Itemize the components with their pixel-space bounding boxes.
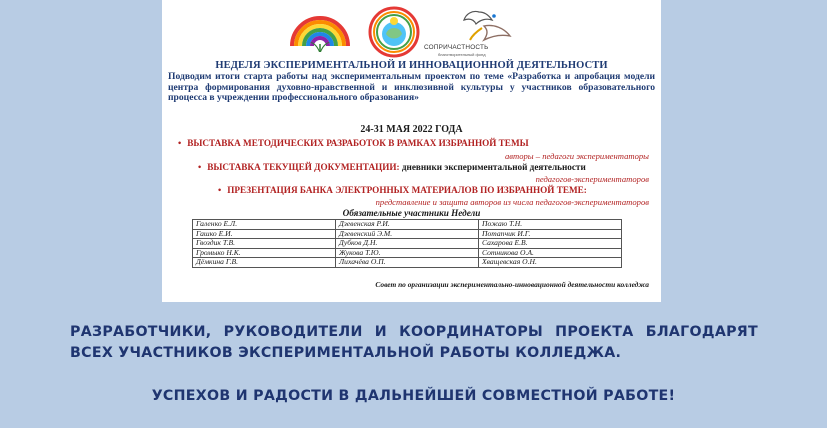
partner-subtitle: благотворительный фонд — [438, 52, 486, 57]
participant-name: Дёмкина Г.В. — [193, 258, 336, 268]
participants-title: Обязательные участники Недели — [342, 208, 481, 218]
participant-name: Пожаю Т.Н. — [479, 220, 622, 230]
table-row — [193, 248, 622, 258]
event-subtitle: авторы – педагоги экспериментаторы — [504, 151, 649, 161]
participant-name: Дубков Д.Н. — [336, 239, 479, 249]
participants-table — [192, 219, 622, 268]
bullet-icon: • — [218, 185, 222, 195]
participant-name: Сахарова Е.В. — [479, 239, 622, 249]
participant-name: Жукова Т.Ю. — [336, 248, 479, 258]
event-title-rest: дневники экспериментальной деятельности — [399, 162, 586, 172]
event-title: ВЫСТАВКА МЕТОДИЧЕСКИХ РАЗРАБОТОК В РАМКАХ ИЗБРАННОЙ ТЕМЫ — [187, 138, 529, 148]
participant-name: Гвоздик Т.В. — [193, 239, 336, 249]
college-emblem-icon — [368, 6, 420, 58]
event-date: 24-31 МАЯ 2022 ГОДА — [360, 124, 463, 135]
wish-message: УСПЕХОВ И РАДОСТИ В ДАЛЬНЕЙШЕЙ СОВМЕСТНОЙ РАБОТЕ! — [151, 388, 676, 404]
table-row — [193, 239, 622, 249]
poster-title: НЕДЕЛЯ ЭКСПЕРИМЕНТАЛЬНОЙ И ИННОВАЦИОННОЙ ДЕЯТЕЛЬНОСТИ — [215, 60, 608, 71]
participant-name: Сотникова О.А. — [479, 248, 622, 258]
table-row — [193, 229, 622, 239]
participant-name: Громыко Н.К. — [193, 248, 336, 258]
event-subtitle: представление и защита авторов из числа педагогов-экспериментаторов — [375, 197, 649, 207]
council-signature: Совет по организации экспериментально-инновационной деятельности колледжа — [375, 280, 649, 289]
table-row — [193, 258, 622, 268]
participant-name: Лихачёва О.П. — [336, 258, 479, 268]
intro-text: Подводим итоги старта работы над экспериментальным проектом по теме «Разработка и апробация модели центра формирования духовно-нравственной и инклюзивной культуры у участников образовательного процесса в учреждении профессионального образования» — [168, 71, 655, 104]
participant-name: Дзевенский Э.М. — [336, 229, 479, 239]
event-title: ВЫСТАВКА ТЕКУЩЕЙ ДОКУМЕНТАЦИИ: — [207, 162, 400, 172]
participant-name: Потапчик И.Г. — [479, 229, 622, 239]
partner-name: СОПРИЧАСТНОСТЬ — [424, 44, 489, 51]
partner-logo — [424, 6, 534, 58]
event-item — [178, 138, 529, 148]
dove-hands-icon — [424, 6, 534, 44]
event-poster — [162, 0, 661, 302]
event-subtitle: педагогов-экспериментаторов — [535, 174, 649, 184]
rainbow-logo-icon — [288, 6, 352, 56]
table-row — [193, 220, 622, 230]
bullet-icon: • — [178, 138, 182, 148]
participant-name: Галенко Е.Л. — [193, 220, 336, 230]
participant-name: Хващевская О.Н. — [479, 258, 622, 268]
bullet-icon: • — [198, 162, 202, 172]
event-title: ПРЕЗЕНТАЦИЯ БАНКА ЭЛЕКТРОННЫХ МАТЕРИАЛОВ ПО ИЗБРАННОЙ ТЕМЕ: — [227, 185, 587, 195]
participant-name: Дзевенская Р.И. — [336, 220, 479, 230]
event-item — [198, 162, 586, 172]
event-item — [218, 185, 587, 195]
logos-row — [162, 6, 661, 58]
participant-name: Гашко Е.И. — [193, 229, 336, 239]
thanks-message: РАЗРАБОТЧИКИ, РУКОВОДИТЕЛИ И КООРДИНАТОРЫ ПРОЕКТА БЛАГОДАРЯТ ВСЕХ УЧАСТНИКОВ ЭКСПЕРИМЕНТАЛЬНОЙ РАБОТЫ КОЛЛЕДЖА. — [70, 324, 758, 361]
